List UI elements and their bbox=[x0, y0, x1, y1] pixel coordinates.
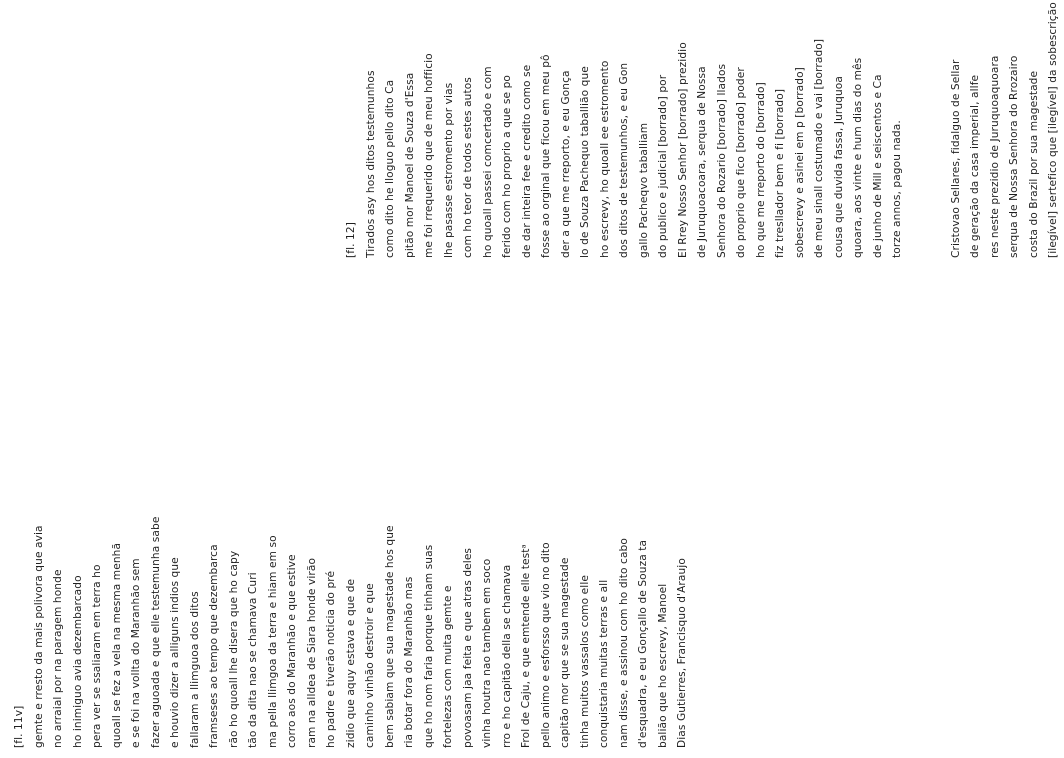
text-line: d'esquadra, e eu Gonçallo de Souza ta bbox=[637, 539, 649, 748]
blank-line bbox=[927, 8, 947, 258]
text-line: dos ditos de testemunhos, e eu Gon bbox=[618, 62, 630, 258]
text-line: Senhora do Rozario [borrado] llados bbox=[715, 63, 728, 258]
folio-marker-right: [fl. 12] bbox=[345, 222, 357, 258]
text-line: ma pella llimgoa da terra e hiam em so bbox=[266, 535, 279, 748]
text-line: [ilegível] sertefico que [ilegível] da sobescrição bbox=[1047, 2, 1059, 258]
right-column-text bbox=[342, 2, 1064, 258]
text-line: de meu sinall costumado e vai [borrado] bbox=[813, 38, 825, 258]
text-line: pera ver se ssaliaram em terra ho bbox=[91, 564, 103, 748]
text-line: fazer aguoada e que elle testemunha sabe bbox=[149, 516, 162, 748]
text-line: fiz tresllador bem e fi [borrado] bbox=[774, 88, 786, 258]
text-line: e se foi na vollta do Maranhão sem bbox=[130, 558, 142, 748]
text-line: conquistaria muitas terras e all bbox=[598, 579, 610, 748]
text-line: gallo Pacheqvo taballiam bbox=[637, 122, 650, 258]
text-line: cousa que duvida fassa, Juruquoa bbox=[832, 76, 845, 258]
text-line: framseses ao tempo que dezembarca bbox=[208, 544, 220, 748]
text-line: Cristovao Sellares, fidalguo de Sellar bbox=[949, 59, 962, 258]
text-line: fosse ao orginal que ficou em meu pô bbox=[540, 54, 552, 258]
text-line: gemte e rresto da mais polivora que avia bbox=[32, 525, 45, 748]
text-line: corro aos do Maranhão e que estive bbox=[286, 554, 298, 748]
text-line: Tirados asy hos ditos testemunhos bbox=[364, 70, 377, 258]
text-line: me foi rrequerido que de meu hofficio bbox=[423, 53, 435, 258]
left-column-text bbox=[10, 428, 693, 748]
text-line: com ho teor de todos estes autos bbox=[462, 77, 474, 258]
text-line: pitão mor Manoel de Souza d'Essa bbox=[403, 72, 416, 258]
text-line: nam disse, e assinou com ho dito cabo bbox=[617, 538, 630, 748]
text-line: que ho nom faria porque tinham suas bbox=[422, 544, 435, 748]
text-line: zidio que aquy estava e que de bbox=[344, 578, 357, 748]
text-line: e houvio dizer a alliguns indios que bbox=[169, 557, 181, 748]
text-line: no arraial por na paragem honde bbox=[52, 569, 64, 748]
text-line: ho escrevy, ho quoall ee estromento bbox=[598, 60, 611, 258]
text-line: de Juruquoacoara, serqua de Nossa bbox=[696, 66, 708, 258]
text-line: sobescrevy e asinei em p [borrado] bbox=[793, 67, 806, 258]
text-line: El Rrey Nosso Senhor [borrado] prezidio bbox=[676, 42, 689, 258]
text-line: de geração da casa imperial, allfe bbox=[969, 74, 981, 258]
text-line: tão da dita nao se chamava Curi bbox=[247, 572, 259, 748]
text-line: ferido com ho proprio a que se po bbox=[501, 75, 513, 258]
text-line: Dias Gutierres, Francisquo d'Araujo bbox=[676, 558, 688, 748]
text-line: res neste prezidio de Juruquoaquoara bbox=[988, 55, 1001, 258]
text-line: ho quoall passei comcertado e com bbox=[481, 66, 494, 258]
text-line: rão ho quoall lhe disera que ho capy bbox=[227, 550, 240, 748]
text-line: ram na alldea de Siara honde virão bbox=[305, 557, 318, 748]
text-line: tinha muitos vassalos como elle bbox=[578, 575, 591, 748]
text-line: der a que me rreporto, e eu Gonça bbox=[559, 70, 572, 258]
text-line: quoall se fez a vela na mesma menhã bbox=[110, 542, 123, 748]
text-line: rro e ho capitão della se chamava bbox=[500, 564, 513, 748]
text-line: lo de Souza Pachequo taballião que bbox=[579, 66, 591, 258]
text-line: fortelezas com muita gemte e bbox=[442, 585, 454, 748]
text-line: serqua de Nossa Senhora do Rrozairo bbox=[1008, 55, 1020, 258]
text-line: povoasam jaa feita e que atras deles bbox=[461, 547, 474, 748]
text-line: ho inimiguo avia dezembarcado bbox=[71, 575, 84, 748]
blank-line bbox=[908, 8, 928, 258]
text-line: vinha houtra nao tambem em soco bbox=[481, 558, 493, 748]
text-line: caminho vinhão destroir e que bbox=[364, 583, 376, 748]
text-line: do proprio que fico [borrado] poder bbox=[735, 67, 747, 258]
text-line: fallaram a llimguoa dos ditos bbox=[188, 591, 201, 748]
text-line: do publico e judicial [borrado] por bbox=[657, 74, 669, 258]
folio-marker-left: [fl. 11v] bbox=[13, 705, 25, 748]
text-line: costa do Brazil por sua magestade bbox=[1027, 70, 1040, 258]
text-line: de dar inteira fee e credito como se bbox=[520, 64, 533, 258]
text-line: torze annos, pagou nada. bbox=[891, 120, 903, 258]
text-line: como dito he lloguo pello dito Ca bbox=[384, 79, 396, 258]
text-line: balião que ho escrevy, Manoel bbox=[656, 583, 669, 748]
text-line: lhe pasasse estromento por vias bbox=[442, 82, 455, 258]
text-line: ho que me rreporto do [borrado] bbox=[754, 82, 767, 258]
text-line: ho padre e tiverão noticia do pré bbox=[325, 570, 337, 748]
text-line: de junho de Mill e seiscentos e Ca bbox=[871, 74, 884, 258]
text-line: Frol de Caju, e que emtende elle testᵃ bbox=[520, 544, 532, 748]
text-line: pello animo e esforsso que vio no dito bbox=[539, 542, 552, 748]
text-line: quoara, aos vinte e hum dias do mês bbox=[852, 57, 864, 258]
text-line: bem sabiam que sua magestade hos que bbox=[383, 525, 396, 748]
text-line: ria botar fora do Maranhão mas bbox=[403, 576, 415, 748]
text-line: capitão mor que se sua magestade bbox=[559, 557, 571, 748]
